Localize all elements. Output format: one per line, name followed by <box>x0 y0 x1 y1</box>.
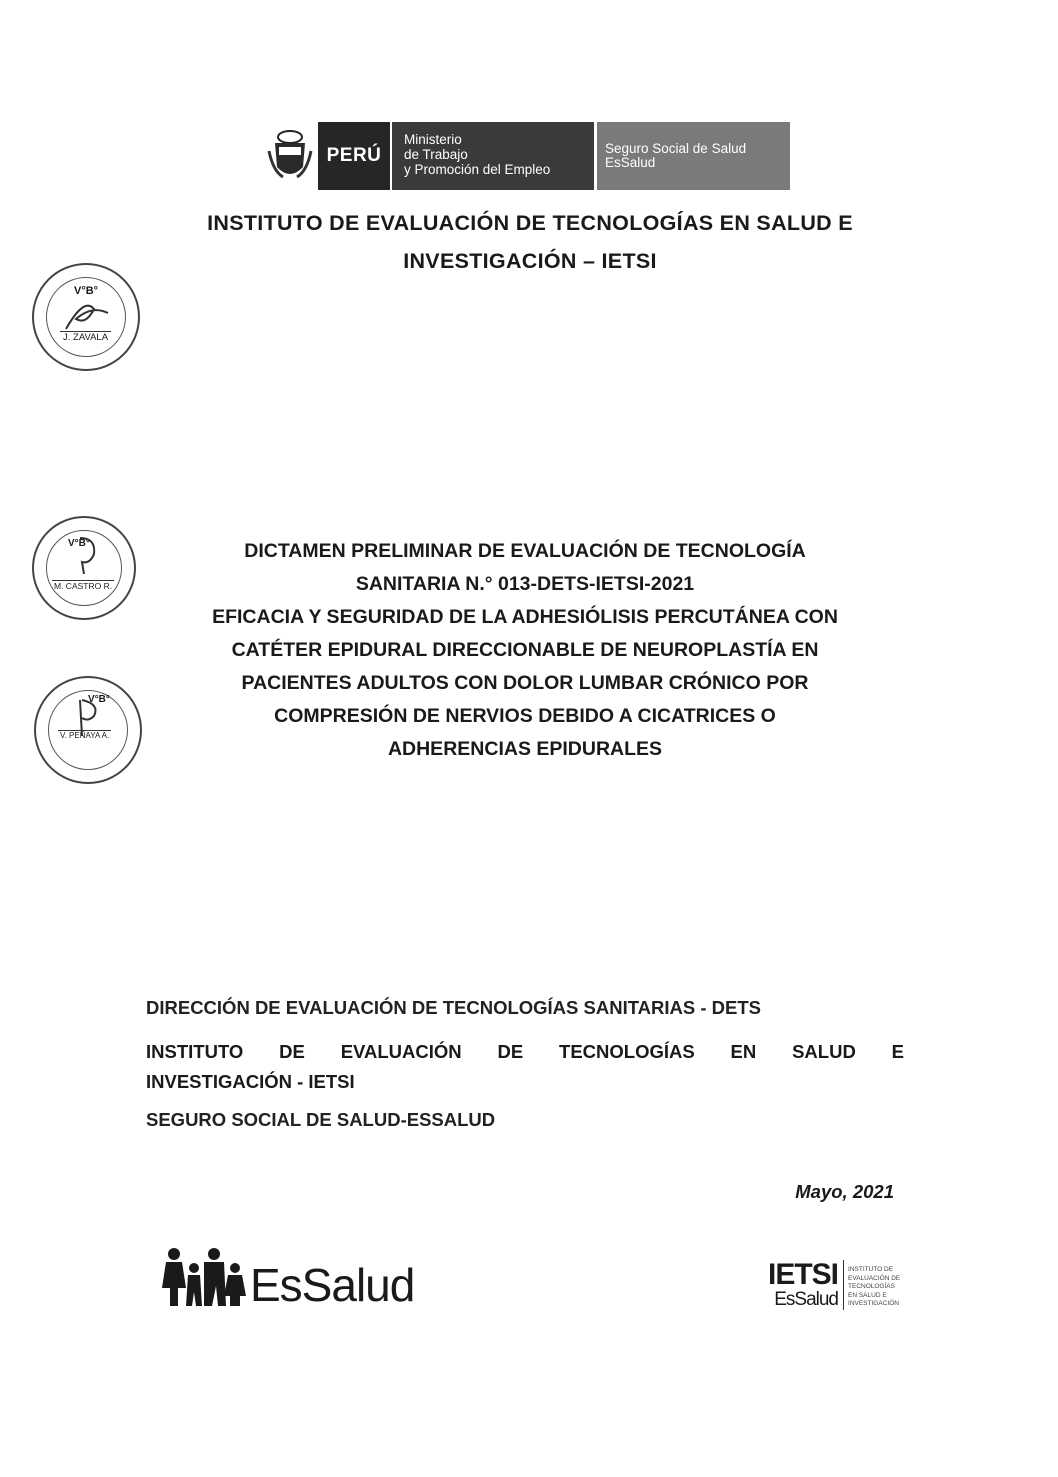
agency-line: EsSalud <box>605 155 656 170</box>
dictamen-title <box>100 535 950 766</box>
ietsi-logo <box>768 1260 900 1310</box>
dictamen-line: EFICACIA Y SEGURIDAD DE LA ADHESIÓLISIS PERCUTÁNEA CON <box>212 606 838 628</box>
dictamen-line: DICTAMEN PRELIMINAR DE EVALUACIÓN DE TECNOLOGÍA <box>244 540 806 562</box>
institute-word: EN <box>730 1041 757 1062</box>
agency-label <box>594 122 790 190</box>
ministry-line: de Trabajo <box>404 147 468 162</box>
institute-word: TECNOLOGÍAS <box>559 1041 695 1062</box>
institute-title-line: INSTITUTO DE EVALUACIÓN DE TECNOLOGÍAS EN SALUD E <box>207 211 853 235</box>
signature-icon <box>56 295 116 335</box>
peru-label: PERÚ <box>318 122 390 190</box>
institute-word: INSTITUTO <box>146 1041 244 1062</box>
stamp-vb: V°B° <box>68 538 90 549</box>
institute-title-line: INVESTIGACIÓN – IETSI <box>403 249 657 273</box>
ministry-line: Ministerio <box>404 132 462 147</box>
dictamen-line: SANITARIA N.° 013-DETS-IETSI-2021 <box>355 573 695 595</box>
institute-word: EVALUACIÓN <box>340 1041 462 1062</box>
stamp-vb: V°B° <box>88 694 110 705</box>
dictamen-line: ADHERENCIAS EPIDURALES <box>387 738 663 760</box>
family-figures-icon <box>160 1246 246 1308</box>
ietsi-desc-line: EN SALUD E <box>848 1291 887 1299</box>
institute-word: E <box>891 1041 904 1062</box>
document-date: Mayo, 2021 <box>795 1181 894 1202</box>
coat-of-arms-icon <box>262 122 318 190</box>
ministry-label <box>390 122 594 190</box>
dictamen-line: PACIENTES ADULTOS CON DOLOR LUMBAR CRÓNICO POR <box>241 672 809 694</box>
stamp-name: J. ZAVALA <box>60 331 111 343</box>
government-logo-strip <box>262 122 797 190</box>
ministry-line: y Promoción del Empleo <box>404 162 551 177</box>
essalud-logo <box>160 1246 415 1311</box>
ietsi-desc-line: INSTITUTO DE <box>848 1266 894 1273</box>
institute-full-line2: INVESTIGACIÓN - IETSI <box>146 1071 355 1092</box>
seguro-line: SEGURO SOCIAL DE SALUD-ESSALUD <box>146 1109 496 1130</box>
ietsi-desc-line: TECNOLOGÍAS <box>848 1283 895 1290</box>
institute-word: DE <box>497 1041 524 1062</box>
ietsi-logo-sub: EsSalud <box>774 1289 839 1310</box>
dictamen-line: COMPRESIÓN DE NERVIOS DEBIDO A CICATRICES O <box>274 705 776 727</box>
institute-word: SALUD <box>792 1041 856 1062</box>
stamp-name: M. CASTRO R. <box>54 581 113 591</box>
essalud-logo-text: EsSalud <box>250 1259 415 1311</box>
ietsi-desc-line: INVESTIGACIÓN <box>848 1300 899 1307</box>
stamp-name: V. PEÑAYA A. <box>60 731 110 740</box>
approval-stamp <box>32 263 140 371</box>
ietsi-desc-line: EVALUACIÓN DE <box>848 1274 901 1282</box>
direction-line: DIRECCIÓN DE EVALUACIÓN DE TECNOLOGÍAS SANITARIAS - DETS <box>146 997 761 1018</box>
ietsi-logo-text: IETSI <box>768 1258 839 1291</box>
stamp-vb: V°B° <box>74 285 99 297</box>
institute-title <box>80 204 980 280</box>
dictamen-line: CATÉTER EPIDURAL DIRECCIONABLE DE NEUROPLASTÍA EN <box>231 639 819 661</box>
ietsi-logo-description <box>844 1260 900 1309</box>
institute-word: DE <box>279 1041 305 1062</box>
agency-line: Seguro Social de Salud <box>605 141 747 156</box>
institute-full-name <box>146 1037 904 1097</box>
